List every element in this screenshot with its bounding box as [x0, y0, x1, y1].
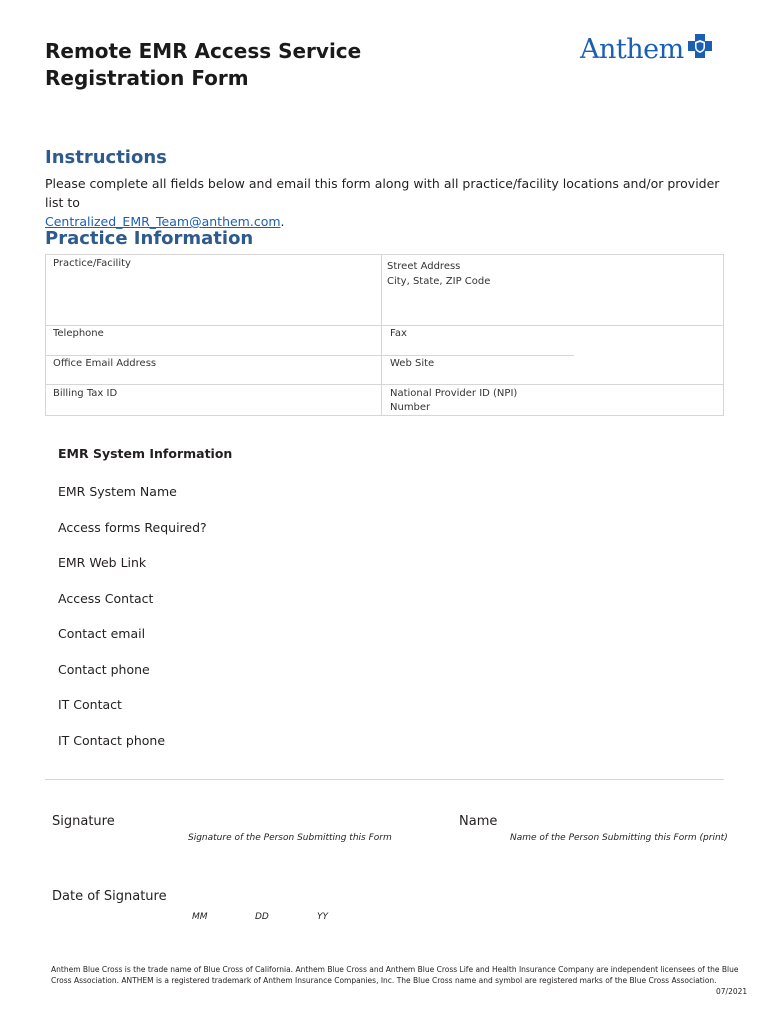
name-field[interactable]: Name of the Person Submitting this Form (print) [510, 833, 728, 843]
it-contact-field[interactable]: IT Contact [58, 697, 122, 712]
email-link[interactable]: Centralized_EMR_Team@anthem.com [45, 214, 281, 229]
web-site-field[interactable]: Web Site [390, 358, 435, 369]
signature-field[interactable]: Signature of the Person Submitting this Form [188, 833, 392, 843]
legal-footer: Anthem Blue Cross is the trade name of Blue Cross of California. Anthem Blue Cross and Anthem Blue Cross Life and Health Insurance Company are independent licensees of the Blue Cross Association. ANTHEM is a registered trademark of Anthem Insurance Companies, Inc. The Blue Cross name and symbol are registered marks of the Blue Cross Association. [51, 965, 739, 985]
emr-heading: EMR System Information [58, 446, 233, 461]
office-email-field[interactable]: Office Email Address [53, 358, 157, 369]
row-divider [46, 325, 723, 326]
date-of-signature-label: Date of Signature [52, 889, 167, 904]
signature-label: Signature [52, 814, 115, 829]
instructions-body: Please complete all fields below and email this form along with all practice/facility locations and/or provider list to [45, 176, 720, 210]
fax-field[interactable]: Fax [390, 328, 407, 339]
practice-facility-field[interactable]: Practice/Facility [53, 258, 131, 269]
emr-web-link-field[interactable]: EMR Web Link [58, 555, 147, 570]
npi-label-line-1: National Provider ID (NPI) [390, 388, 518, 399]
page-title [45, 38, 361, 92]
contact-phone-field[interactable]: Contact phone [58, 662, 150, 677]
logo-text: Anthem [580, 34, 684, 65]
npi-label-line-2: Number [390, 402, 431, 413]
month-field[interactable]: MM [192, 912, 208, 922]
telephone-field[interactable]: Telephone [53, 328, 104, 339]
billing-tax-id-field[interactable]: Billing Tax ID [53, 388, 118, 399]
it-contact-phone-field[interactable]: IT Contact phone [58, 733, 166, 748]
column-divider [381, 255, 382, 415]
practice-info-table [45, 254, 724, 416]
form-revision-date: 07/2021 [716, 987, 748, 996]
instructions-heading: Instructions [45, 147, 167, 168]
instructions-text [45, 174, 735, 231]
year-field[interactable]: YY [317, 912, 328, 922]
row-divider [46, 384, 723, 385]
instructions-trailing: . [280, 214, 285, 229]
contact-email-field[interactable]: Contact email [58, 626, 146, 641]
city-state-zip-field[interactable]: City, State, ZIP Code [387, 276, 491, 287]
npi-field[interactable] [390, 387, 517, 415]
practice-heading: Practice Information [45, 228, 254, 249]
access-contact-field[interactable]: Access Contact [58, 591, 154, 606]
section-divider [45, 779, 724, 780]
title-line-1: Remote EMR Access Service [45, 39, 362, 63]
title-line-2: Registration Form [45, 66, 249, 90]
street-address-field[interactable]: Street Address [387, 261, 461, 272]
day-field[interactable]: DD [255, 912, 269, 922]
name-label: Name [459, 814, 498, 829]
row-divider [46, 355, 574, 356]
anthem-logo [580, 34, 713, 65]
blue-cross-shield-icon [687, 33, 713, 63]
access-forms-required-field[interactable]: Access forms Required? [58, 520, 207, 535]
emr-system-name-field[interactable]: EMR System Name [58, 484, 177, 499]
